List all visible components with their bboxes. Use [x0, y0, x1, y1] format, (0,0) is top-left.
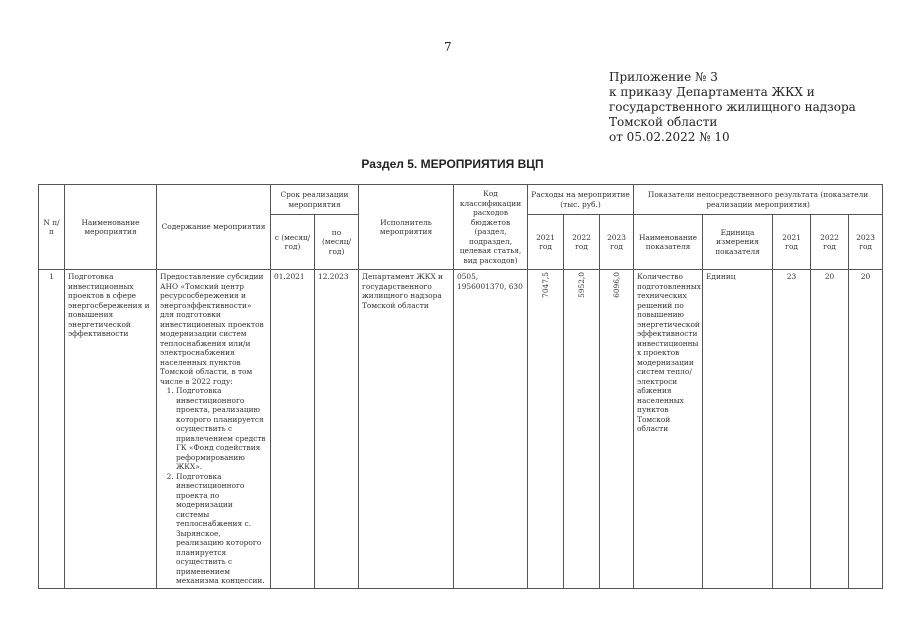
list-item: 2. Подготовка инвестиционного проекта по модернизации системы теплоснабжения с. Зырянское, реализацию которого планируется осуществить с применением механизма концессии. [176, 472, 267, 586]
row-num: 1 [39, 270, 65, 589]
row-exp-2021 [528, 270, 564, 589]
header-ind-2023: 2023 год [849, 215, 883, 270]
header-ind-2021: 2021 год [773, 215, 811, 270]
appendix-line: государственного жилищного надзора [609, 100, 856, 114]
row-ind-name: Количество подготовленных технических решений по повышению энергетической эффективности инвестиционны х проектов модернизации систем тепло/электроси абжения населенных пунктов Томской области [634, 270, 703, 589]
header-indicators: Показатели непосредственного результата (показатели реализации мероприятия) [634, 185, 883, 215]
header-expenses: Расходы на мероприятие (тыс. руб.) [528, 185, 634, 215]
measures-table [38, 184, 883, 589]
list-item: 1. Подготовка инвестиционного проекта, реализацию которого планируется осуществить с привлечением средств ГК «Фонд содействия реформированию ЖКХ». [176, 386, 267, 472]
header-executor: Исполнитель мероприятия [359, 185, 454, 270]
row-from: 01.2021 [271, 270, 315, 589]
page-number: 7 [444, 40, 452, 54]
header-ind-name: Наименование показателя [634, 215, 703, 270]
exp-2021-value: 7047,5 [540, 272, 550, 298]
header-period: Срок реализации мероприятия [271, 185, 359, 215]
appendix-header [609, 70, 856, 145]
row-ind-2021: 23 [773, 270, 811, 589]
row-ind-unit: Единиц [703, 270, 773, 589]
row-code: 0505, 1956001370, 630 [454, 270, 528, 589]
exp-2023-value: 6096,0 [611, 272, 621, 298]
table-row [39, 270, 883, 589]
exp-2022-value: 5952,0 [576, 272, 586, 298]
section-title: Раздел 5. МЕРОПРИЯТИЯ ВЦП [361, 157, 544, 171]
header-code: Код классификации расходов бюджетов (раздел, подраздел, целевая статья, вид расходов) [454, 185, 528, 270]
row-exp-2022 [564, 270, 600, 589]
row-exp-2023 [600, 270, 634, 589]
header-exp-2023: 2023 год [600, 215, 634, 270]
header-exp-2021: 2021 год [528, 215, 564, 270]
content-list [160, 386, 267, 586]
header-period-from: с (месяц/ год) [271, 215, 315, 270]
row-content-intro: Предоставление субсидии АНО «Томский центр ресурсосбережения и энергоэффективности» для подготовки инвестиционных проектов модернизации систем теплоснабжения или/и электроснабжения населенных пунктов Томской области, в том числе в 2022 году: [160, 272, 264, 386]
header-ind-2022: 2022 год [811, 215, 849, 270]
appendix-line: Томской области [609, 115, 718, 129]
appendix-line: Приложение № 3 [609, 70, 718, 84]
row-ind-2022: 20 [811, 270, 849, 589]
appendix-line: от 05.02.2022 № 10 [609, 130, 730, 144]
header-ind-unit: Единица измерения показателя [703, 215, 773, 270]
appendix-line: к приказу Департамента ЖКХ и [609, 85, 815, 99]
row-to: 12.2023 [315, 270, 359, 589]
header-num: N п/п [39, 185, 65, 270]
header-name: Наименование мероприятия [65, 185, 157, 270]
header-content: Содержание мероприятия [157, 185, 271, 270]
header-exp-2022: 2022 год [564, 215, 600, 270]
row-ind-2023: 20 [849, 270, 883, 589]
row-content [157, 270, 271, 589]
row-name: Подготовка инвестиционных проектов в сфере энергосбережения и повышения энергетической эффективности [65, 270, 157, 589]
header-period-to: по (месяц/ год) [315, 215, 359, 270]
row-executor: Департамент ЖКХ и государственного жилищного надзора Томской области [359, 270, 454, 589]
